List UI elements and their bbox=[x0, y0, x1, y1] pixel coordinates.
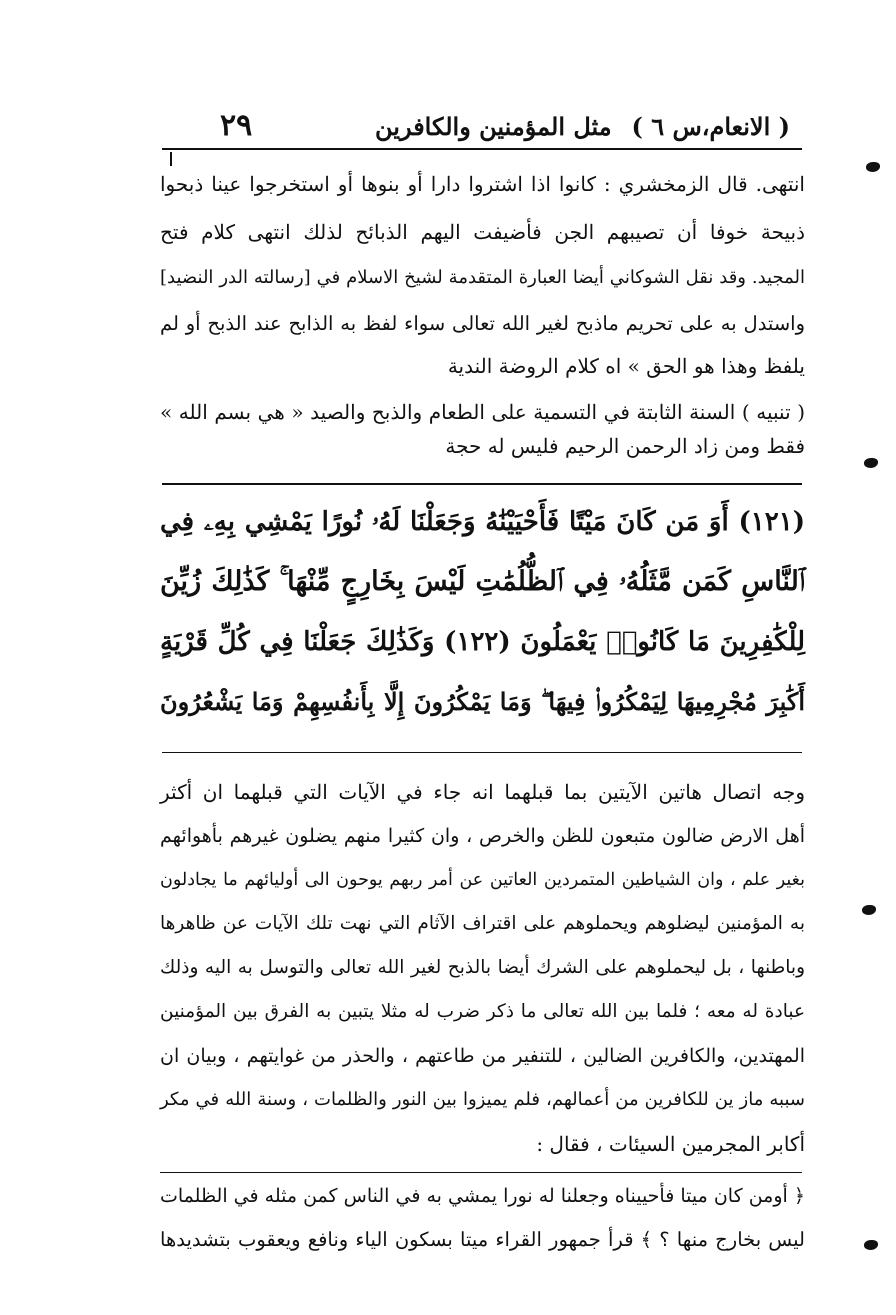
page-title: مثل المؤمنين والكافرين bbox=[375, 112, 612, 141]
verse-top-rule bbox=[162, 483, 802, 485]
margin-blot bbox=[864, 1240, 878, 1250]
commentary-line-5: وباطنها ، بل ليحملوهم على الشرك أيضا بالذبح لغير الله تعالى والتوسل به اليه وذلك bbox=[160, 957, 805, 978]
margin-blot bbox=[864, 458, 878, 468]
surah-reference: ( الانعام،س ٦ ) bbox=[631, 112, 790, 141]
margin-mark bbox=[170, 152, 172, 166]
commentary-line-1: وجه اتصال هاتين الآيتين بما قبلهما انه جاء في الآيات التي قبلهما ان أكثر bbox=[160, 780, 805, 804]
intro-line-3: المجيد. وقد نقل الشوكاني أيضا العبارة المتقدمة لشيخ الاسلام في [رسالته الدر النضيد] bbox=[160, 267, 805, 288]
footnote bbox=[160, 1182, 805, 1282]
header-rule bbox=[162, 148, 802, 150]
page-number: ٢٩ bbox=[220, 108, 253, 143]
verse-line-1: (١٢١) أَوَ مَن كَانَ مَيْتًا فَأَحْيَيْنَٰهُ وَجَعَلْنَا لَهُۥ نُورًا يَمْشِي بِهِۦ فِي bbox=[160, 507, 805, 537]
intro-paragraph bbox=[160, 170, 805, 390]
commentary-line-8: سببه ماز ين للكافرين من أعمالهم، فلم يميزوا بين النور والظلمات ، وسنة الله في مكر bbox=[160, 1089, 805, 1110]
footnote-rule bbox=[160, 1172, 802, 1173]
intro-line-4: واستدل به على تحريم ماذبح لغير الله تعالى سواء لفظ به الذابح عند الذبح أو لم bbox=[160, 312, 805, 335]
footnote-line-2: ليس بخارج منها ؟ ﴾ قرأ جمهور القراء ميتا بسكون الياء ونافع ويعقوب بتشديدها bbox=[160, 1228, 805, 1251]
commentary-line-6: عبادة له معه ؛ فلما بين الله تعالى ما ذكر ضرب له مثلا يتبين به الفرق بين المؤمنين bbox=[160, 1001, 805, 1022]
margin-blot bbox=[866, 162, 880, 172]
footnote-line-1: ﴿ أومن كان ميتا فأحييناه وجعلنا له نورا يمشي به في الناس كمن مثله في الظلمات bbox=[160, 1185, 805, 1207]
verse-line-4: أَكَٰبِرَ مُجْرِمِيهَا لِيَمْكُرُوا۟ فِيهَا ۖ وَمَا يَمْكُرُونَ إِلَّا بِأَنفُسِهِمْ وَمَا يَشْعُرُونَ bbox=[160, 687, 805, 716]
commentary-line-3: بغير علم ، وان الشياطين المتمردين العاتين عن أمر ربهم يوحون الى أوليائهم ما يجادلون bbox=[160, 870, 805, 890]
intro-line-5: يلفظ وهذا هو الحق » اه كلام الروضة الندية bbox=[447, 354, 805, 378]
tanbih-line-1: ( تنبيه ) السنة الثابتة في التسمية على الطعام والذبح والصيد « هي بسم الله » bbox=[160, 400, 805, 424]
commentary-line-9: أكابر المجرمين السيئات ، فقال : bbox=[536, 1132, 805, 1156]
margin-blot bbox=[862, 905, 876, 915]
commentary-line-2: أهل الارض ضالون متبعون للظن والخرص ، وان كثيرا منهم يضلون غيرهم بأهوائهم bbox=[160, 825, 805, 847]
page-header bbox=[160, 108, 800, 148]
verse-bottom-rule bbox=[162, 752, 802, 753]
verse-line-3: لِلْكَٰفِرِينَ مَا كَانُوا۟ يَعْمَلُونَ (١٢٢) وَكَذَٰلِكَ جَعَلْنَا فِي كُلِّ قَرْيَةٍ bbox=[160, 627, 805, 657]
tanbih-line-2: فقط ومن زاد الرحمن الرحيم فليس له حجة bbox=[445, 434, 805, 458]
tanbih-note bbox=[160, 398, 805, 468]
verse-line-2: ٱلنَّاسِ كَمَن مَّثَلُهُۥ فِي ٱلظُّلُمَٰتِ لَيْسَ بِخَارِجٍ مِّنْهَا ۚ كَذَٰلِكَ زُيِّنَ bbox=[160, 566, 805, 597]
quran-verses bbox=[160, 500, 805, 740]
commentary-line-4: به المؤمنين ليضلوهم ويحملوهم على اقتراف الآثام التي نهت تلك الآيات عن ظاهرها bbox=[160, 913, 805, 934]
commentary bbox=[160, 778, 805, 1178]
intro-line-1: انتهى. قال الزمخشري : كانوا اذا اشتروا دارا أو بنوها أو استخرجوا عينا ذبحوا bbox=[160, 172, 805, 196]
intro-line-2: ذبيحة خوفا أن تصيبهم الجن فأضيفت اليهم الذبائح لذلك انتهى كلام فتح bbox=[160, 220, 805, 244]
commentary-line-7: المهتدين، والكافرين الضالين ، للتنفير من طاعتهم ، والحذر من غوايتهم ، وبيان ان bbox=[160, 1045, 805, 1067]
